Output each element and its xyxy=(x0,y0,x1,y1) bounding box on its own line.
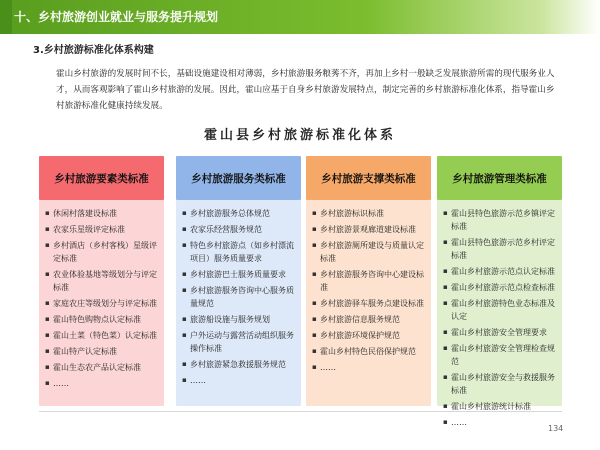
standard-item: ▪ 乡村旅游服务总体规范 xyxy=(182,207,297,220)
standard-item: ▪ 乡村旅游景观廊道建设标准 xyxy=(312,223,427,236)
standard-item: ▪ 乡村旅游服务咨询中心建设标准 xyxy=(312,268,427,294)
standard-item: ▪ 霍山乡村旅游示范点认定标准 xyxy=(443,265,558,278)
standards-list xyxy=(443,207,558,429)
column-service-standards xyxy=(176,156,301,406)
standard-item: ▪ 特色乡村旅游点（如乡村漂流项目）服务质量要求 xyxy=(182,239,297,265)
section-title: 3.乡村旅游标准化体系构建 xyxy=(33,45,154,56)
standards-list xyxy=(312,207,427,374)
column-body xyxy=(39,200,164,406)
standard-item: ▪ …… xyxy=(45,377,160,390)
standard-item: ▪ 霍山乡村旅游统计标准 xyxy=(443,400,558,413)
column-heading: 乡村旅游支撑类标准 xyxy=(306,156,431,200)
standard-item: ▪ 休闲村落建设标准 xyxy=(45,207,160,220)
standard-item: ▪ 霍山特色购物点认定标准 xyxy=(45,313,160,326)
standard-item: ▪ 霍山生态农产品认定标准 xyxy=(45,361,160,374)
standard-item: ▪ 霍山特产认定标准 xyxy=(45,345,160,358)
standard-item: ▪ 乡村旅游标识标准 xyxy=(312,207,427,220)
standard-item: ▪ 乡村旅游信息服务规范 xyxy=(312,313,427,326)
page-number: 134 xyxy=(548,424,564,433)
standard-item: ▪ 家庭农庄等级划分与评定标准 xyxy=(45,297,160,310)
standard-item: ▪ 霍山乡村旅游示范点检查标准 xyxy=(443,281,558,294)
column-support-standards xyxy=(306,156,431,406)
column-body xyxy=(176,200,301,406)
standard-item: ▪ 乡村酒店（乡村客栈）星级评定标准 xyxy=(45,239,160,265)
column-heading: 乡村旅游管理类标准 xyxy=(437,156,562,200)
standard-item: ▪ 农家乐星级评定标准 xyxy=(45,223,160,236)
standard-item: ▪ 旅游船设施与服务规划 xyxy=(182,313,297,326)
standard-item: ▪ 户外运动与露营活动组织服务操作标准 xyxy=(182,329,297,355)
column-heading: 乡村旅游服务类标准 xyxy=(176,156,301,200)
standard-item: ▪ 霍山县特色旅游示范乡镇评定标准 xyxy=(443,207,558,233)
standard-item: ▪ 霍山乡村旅游安全与救援服务标准 xyxy=(443,371,558,397)
standard-item: ▪ 乡村旅游紧急救援服务规范 xyxy=(182,358,297,371)
column-body xyxy=(306,200,431,406)
standard-item: ▪ 霍山县特色旅游示范乡村评定标准 xyxy=(443,236,558,262)
diagram-title: 霍山县乡村旅游标准化体系 xyxy=(203,128,396,143)
column-heading: 乡村旅游要素类标准 xyxy=(39,156,164,200)
standard-item: ▪ 霍山土菜（特色菜）认定标准 xyxy=(45,329,160,342)
standard-item: ▪ 霍山乡村旅游安全管理检查规范 xyxy=(443,342,558,368)
standard-item: ▪ …… xyxy=(443,416,558,429)
standard-item: ▪ 霍山乡村旅游特色业态标准及认定 xyxy=(443,297,558,323)
standard-item: ▪ 乡村旅游厕所建设与质量认定标准 xyxy=(312,239,427,265)
standard-item: ▪ 霍山乡村特色民俗保护规范 xyxy=(312,345,427,358)
standards-list xyxy=(45,207,160,390)
footer-divider xyxy=(39,411,562,412)
column-management-standards xyxy=(437,156,562,427)
standard-item: ▪ 农业体验基地等级划分与评定标准 xyxy=(45,268,160,294)
intro-paragraph: 霍山乡村旅游的发展时间不长，基础设施建设相对薄弱，乡村旅游服务粮莠不齐，再加上乡村一般缺乏发展旅游所需的现代服务业人才，从而客观影响了霍山乡村旅游的发展。因此，霍山应基于自身乡村旅游发展特点，制定完善的乡村旅游标准化体系，指导霍山乡村旅游标准化健康持续发展。 xyxy=(56,69,555,111)
standard-item: ▪ …… xyxy=(182,374,297,387)
standard-item: ▪ 乡村旅游环境保护规范 xyxy=(312,329,427,342)
header-title: 十、乡村旅游创业就业与服务提升规划 xyxy=(14,10,219,24)
standard-item: ▪ …… xyxy=(312,361,427,374)
standard-item: ▪ 农家乐经营服务规范 xyxy=(182,223,297,236)
standard-item: ▪ 乡村旅游巴士服务质量要求 xyxy=(182,268,297,281)
header-accent-bar xyxy=(0,0,12,34)
standards-list xyxy=(182,207,297,387)
page-header xyxy=(0,0,600,34)
standard-item: ▪ 乡村旅游驿车服务点建设标准 xyxy=(312,297,427,310)
column-elements-standards xyxy=(39,156,164,406)
standard-item: ▪ 霍山乡村旅游安全管理要求 xyxy=(443,326,558,339)
standard-item: ▪ 乡村旅游服务咨询中心服务质量规范 xyxy=(182,284,297,310)
column-body xyxy=(437,200,562,427)
